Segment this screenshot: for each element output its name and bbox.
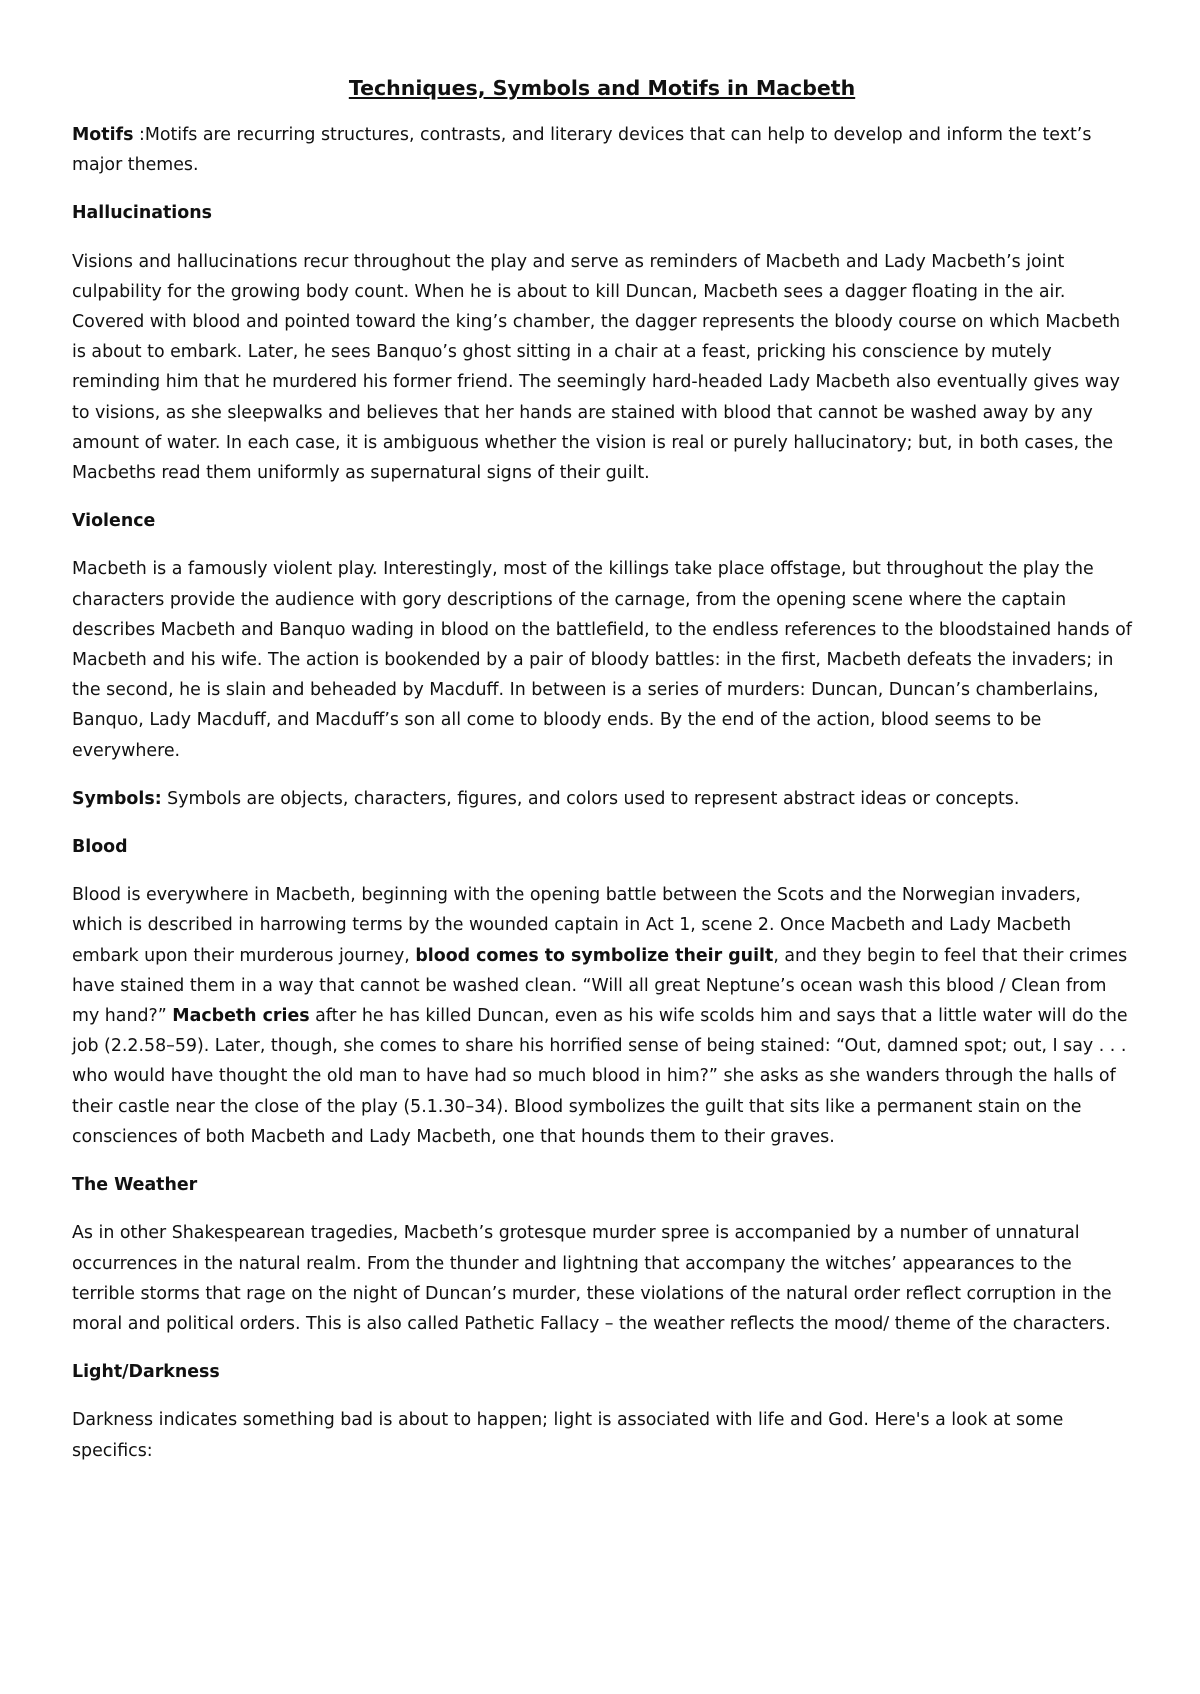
weather-paragraph: As in other Shakespearean tragedies, Macbeth’s grotesque murder spree is accompanied by a number of unnatural occurrences in the natural realm. From the thunder and lightning that accompany the witches’ appearances to the terrible storms that rage on the night of Duncan’s murder, these violations of the natural order reflect corruption in the moral and political orders. This is also called Pathetic Fallacy – the weather reflects the mood/ theme of the characters. — [72, 1223, 1112, 1334]
motifs-intro-paragraph — [72, 120, 1132, 180]
blood-text-part2: , and they begin to feel that their crimes have stained them in a way that cannot be washed clean. “Will all great Neptune’s ocean wash this blood / Clean from my hand?” — [72, 945, 1128, 1027]
light-darkness-paragraph: Darkness indicates something bad is about to happen; light is associated with life and God. Here's a look at some specifics: — [72, 1410, 1064, 1461]
symbols-intro-text: Symbols are objects, characters, figures, and colors used to represent abstract ideas or concepts. — [161, 788, 1020, 809]
violence-paragraph: Macbeth is a famously violent play. Interestingly, most of the killings take place offstage, but throughout the play the characters provide the audience with gory descriptions of the carnage, from the opening scene where the captain describes Macbeth and Banquo wading in blood on the battlefield, to the endless references to the bloodstained hands of Macbeth and his wife. The action is bookended by a pair of bloody battles: in the first, Macbeth defeats the invaders; in the second, he is slain and beheaded by Macduff. In between is a series of murders: Duncan, Duncan’s chamberlains, Banquo, Lady Macduff, and Macduff’s son all come to bloody ends. By the end of the action, blood seems to be everywhere. — [72, 559, 1132, 761]
symbols-label: Symbols: — [72, 788, 162, 809]
motifs-intro-text: :Motifs are recurring structures, contrasts, and literary devices that can help to develop and inform the text’s major themes. — [72, 125, 1092, 176]
document-title: Techniques, Symbols and Motifs in Macbeth — [348, 76, 856, 100]
symbols-intro-paragraph — [72, 784, 1132, 814]
blood-text-part3: after he has killed Duncan, even as his wife scolds him and says that a little water will do the job (2.2.58–59). Later, though, she comes to share his horrified sense of being stained: “Out, damned spot; out, I say . . . who would have thought the old man to have had so much blood in him?” she asks as she wanders through the halls of their castle near the close of the play (5.1.30–34). Blood symbolizes the guilt that sits like a permanent stain on the consciences of both Macbeth and Lady Macbeth, one that hounds them to their graves. — [72, 1006, 1128, 1147]
violence-heading: Violence — [72, 511, 156, 532]
blood-bold-macbeth-cries: Macbeth cries — [172, 1006, 310, 1027]
blood-bold-guilt: blood comes to symbolize their guilt — [415, 945, 774, 966]
blood-text-part1: Blood is everywhere in Macbeth, beginning with the opening battle between the Scots and the Norwegian invaders, which is described in harrowing terms by the wounded captain in Act 1, scene 2. Once Macbeth and Lady Macbeth embark upon their murderous journey, — [72, 885, 1081, 966]
hallucinations-paragraph: Visions and hallucinations recur throughout the play and serve as reminders of Macbeth and Lady Macbeth’s joint culpability for the growing body count. When he is about to kill Duncan, Macbeth sees a dagger floating in the air. Covered with blood and pointed toward the king’s chamber, the dagger represents the bloody course on which Macbeth is about to embark. Later, he sees Banquo’s ghost sitting in a chair at a feast, pricking his conscience by mutely reminding him that he murdered his former friend. The seemingly hard-headed Lady Macbeth also eventually gives way to visions, as she sleepwalks and believes that her hands are stained with blood that cannot be washed away by any amount of water. In each case, it is ambiguous whether the vision is real or purely hallucinatory; but, in both cases, the Macbeths read them uniformly as supernatural signs of their guilt. — [72, 251, 1121, 484]
document-page — [72, 74, 1132, 1484]
blood-paragraph — [72, 880, 1132, 1152]
light-darkness-heading: Light/Darkness — [72, 1362, 220, 1383]
blood-heading: Blood — [72, 837, 128, 858]
weather-heading: The Weather — [72, 1175, 198, 1196]
motifs-label: Motifs — [72, 125, 134, 145]
hallucinations-heading: Hallucinations — [72, 203, 212, 224]
